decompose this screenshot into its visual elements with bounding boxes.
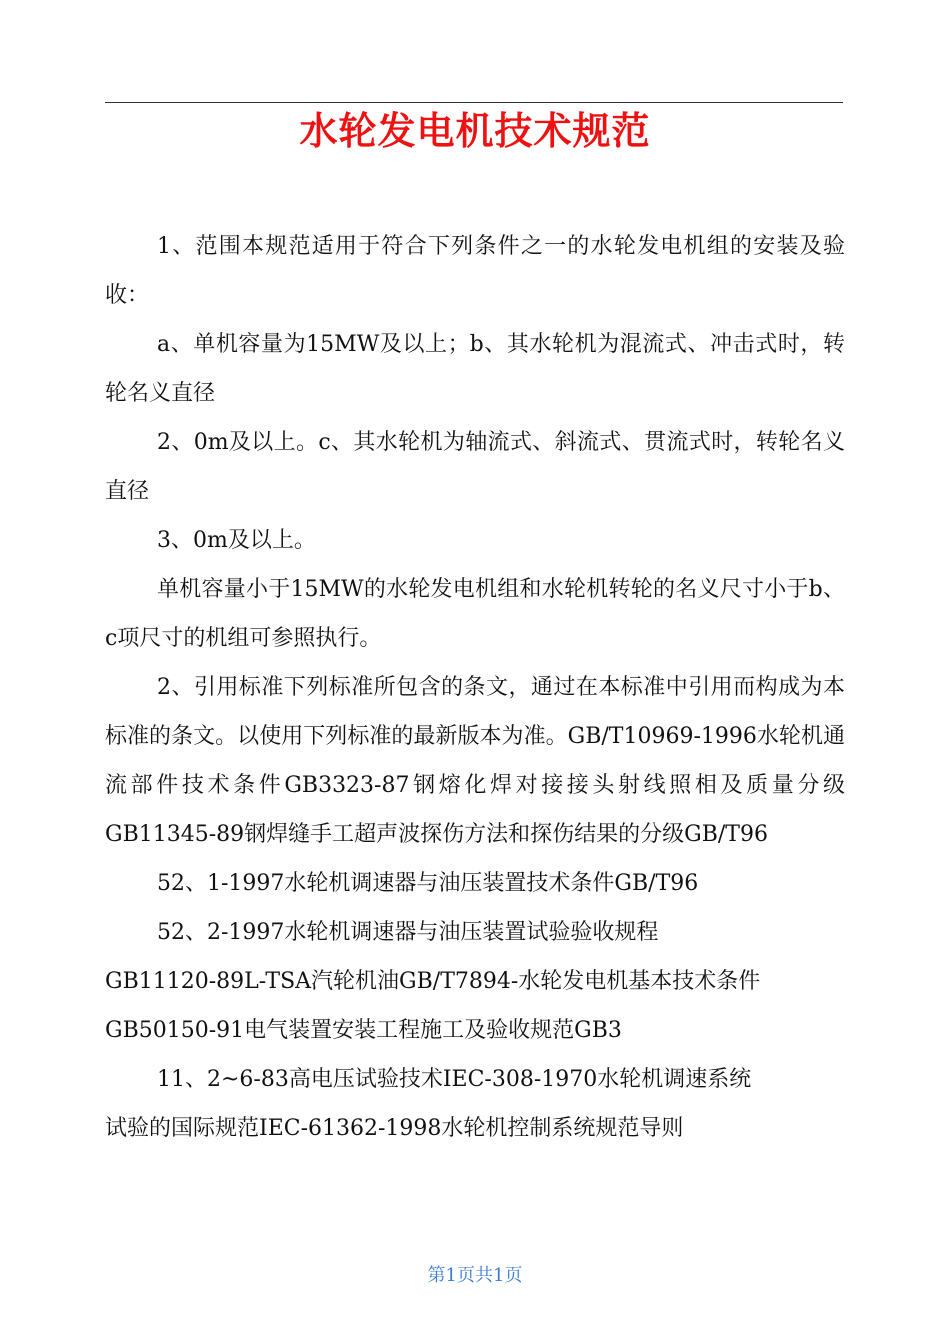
paragraph-diameter: 3、0m及以上。 [157, 528, 316, 553]
paragraph-references: 2、引用标准下列标准所包含的条文，通过在本标准中引用而构成为本标准的条文。以使用下列标准的最新版本为准。GB/T10969-1996水轮机通流部件技术条件GB3323-87钢熔化焊对接接头射线照相及质量分级GB11345-89钢焊缝手工超声波探伤方法和探伤结果的分级GB/T96 [105, 675, 845, 847]
paragraph-reference-52-1: 52、1-1997水轮机调速器与油压装置技术条件GB/T96 [157, 871, 699, 896]
document-body [105, 222, 845, 1153]
paragraph-small-units: 单机容量小于15MW的水轮发电机组和水轮机转轮的名义尺寸小于b、c项尺寸的机组可参照执行。 [105, 577, 845, 651]
paragraph-scope: 1、范围本规范适用于符合下列条件之一的水轮发电机组的安装及验收： [105, 234, 845, 308]
paragraph-condition-a-b: a、单机容量为15MW及以上；b、其水轮机为混流式、冲击式时，转轮名义直径 [105, 332, 845, 406]
paragraph-reference-iec: 试验的国际规范IEC-61362-1998水轮机控制系统规范导则 [105, 1116, 684, 1141]
paragraph-reference-gb11120: GB11120-89L-TSA汽轮机油GB/T7894-水轮发电机基本技术条件 [105, 969, 761, 994]
page-number-footer: 第1页共1页 [427, 1265, 523, 1286]
document-title: 水轮发电机技术规范 [299, 109, 651, 153]
paragraph-reference-52-2: 52、2-1997水轮机调速器与油压装置试验验收规程 [157, 920, 659, 945]
paragraph-condition-c: 2、0m及以上。c、其水轮机为轴流式、斜流式、贯流式时，转轮名义直径 [105, 430, 845, 504]
paragraph-reference-11-2: 11、2~6-83高电压试验技术IEC-308-1970水轮机调速系统 [157, 1067, 752, 1092]
header-rule [105, 102, 843, 103]
paragraph-reference-gb50150: GB50150-91电气装置安装工程施工及验收规范GB3 [105, 1018, 622, 1043]
